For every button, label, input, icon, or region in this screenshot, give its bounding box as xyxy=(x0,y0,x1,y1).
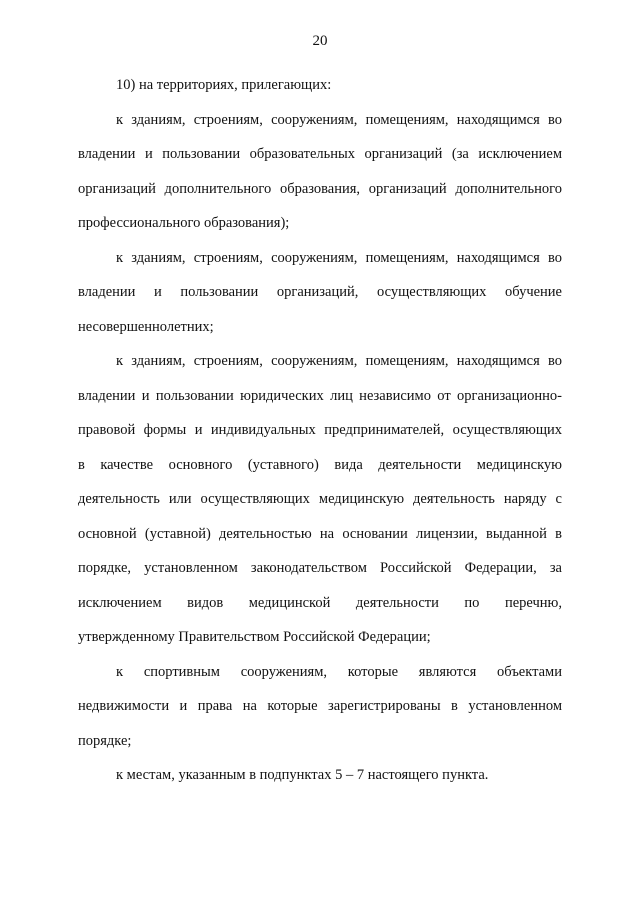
document-body xyxy=(78,68,562,793)
paragraph-item-10 xyxy=(78,68,562,103)
page-number: 20 xyxy=(312,33,328,49)
text-line: порядке; xyxy=(78,732,132,749)
text-line: исключением видов медицинской деятельности по перечню, xyxy=(78,594,562,611)
paragraph-sports-facilities xyxy=(78,655,562,759)
text-line: несовершеннолетних; xyxy=(78,318,214,335)
text-line: владении и пользовании образовательных организаций (за исключением xyxy=(78,146,562,162)
text-line: основной (уставной) деятельностью на основании лицензии, выданной в xyxy=(78,525,562,542)
text-line: к зданиям, строениям, сооружениям, помещениям, находящимся во xyxy=(116,249,562,266)
text-line: утвержденному Правительством Российской Федерации; xyxy=(78,629,431,645)
text-line: владении и пользовании организаций, осуществляющих обучение xyxy=(78,284,562,300)
text-line: деятельность или осуществляющих медицинскую деятельность наряду с xyxy=(78,491,562,507)
paragraph-minors-training xyxy=(78,241,562,345)
text-line: правовой формы и индивидуальных предпринимателей, осуществляющих xyxy=(78,422,562,438)
text-line: к зданиям, строениям, сооружениям, помещениям, находящимся во xyxy=(116,111,562,128)
text-line: порядке, установленном законодательством Российской Федерации, за xyxy=(78,560,562,576)
text-line: в качестве основного (уставного) вида деятельности медицинскую xyxy=(78,456,562,473)
text-line: профессионального образования); xyxy=(78,215,290,231)
paragraph-places-5-7 xyxy=(78,758,562,793)
text-line: организаций дополнительного образования, организаций дополнительного xyxy=(78,180,562,197)
text-line: к спортивным сооружениям, которые являются объектами xyxy=(116,663,562,680)
text-line: к местам, указанным в подпунктах 5 – 7 настоящего пункта. xyxy=(116,767,489,783)
text-line: к зданиям, строениям, сооружениям, помещениям, находящимся во xyxy=(116,353,562,369)
text-line: недвижимости и права на которые зарегистрированы в установленном xyxy=(78,698,562,714)
paragraph-educational-organizations xyxy=(78,103,562,241)
paragraph-medical-activity xyxy=(78,344,562,655)
text-line: владении и пользовании юридических лиц независимо от организационно- xyxy=(78,387,562,404)
text-line: 10) на территориях, прилегающих: xyxy=(116,77,332,93)
